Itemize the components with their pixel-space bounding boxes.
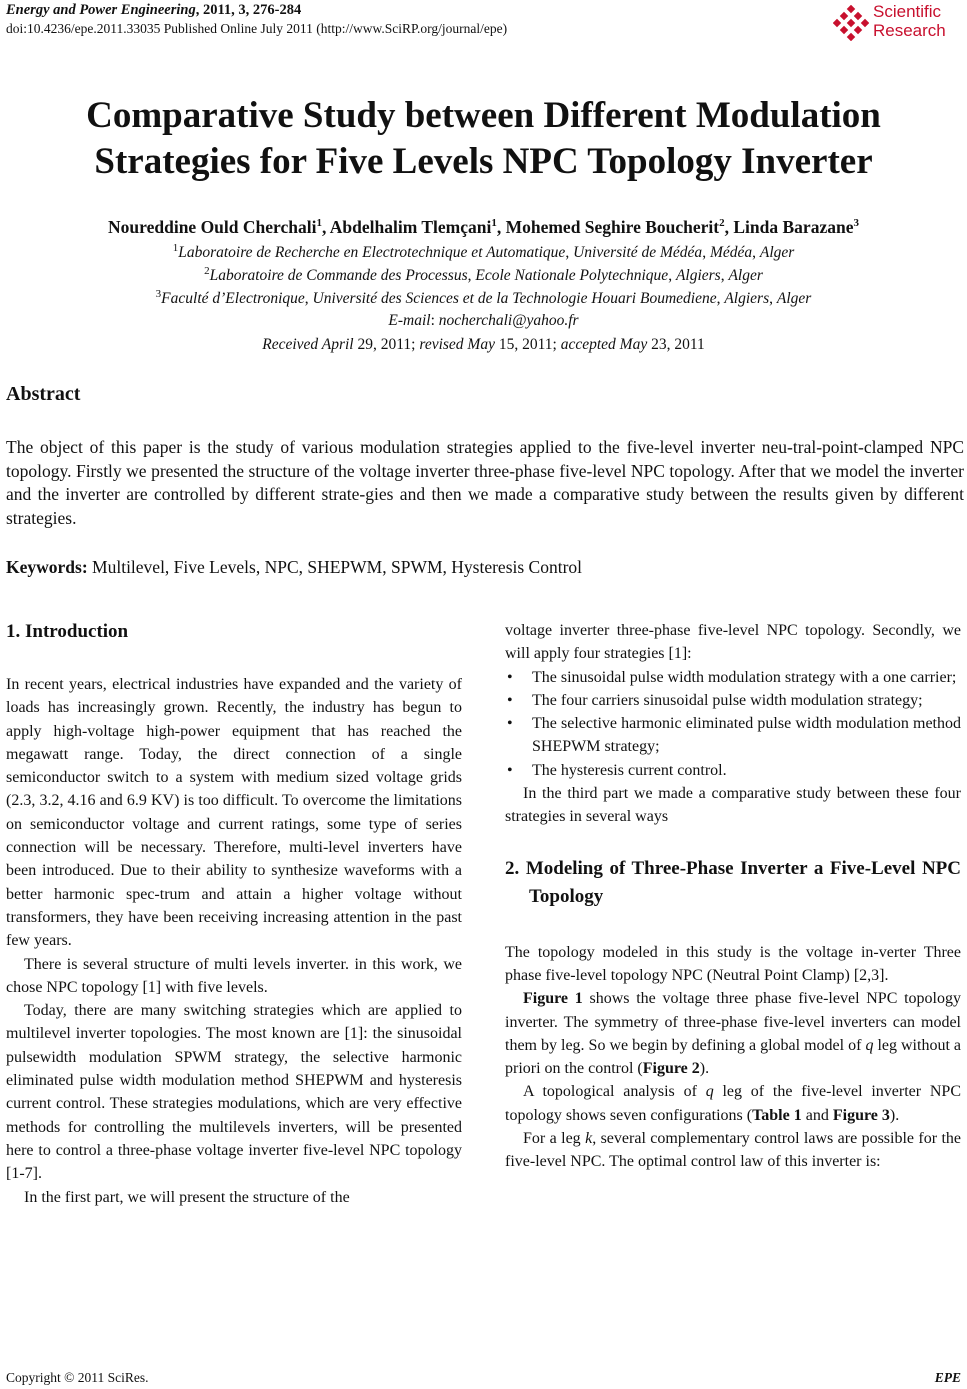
text-run: leg of the five-level inverter NPC topology shows seven configurations ( [505, 1083, 962, 1124]
publisher-logo [833, 3, 961, 43]
paper-title [0, 93, 967, 185]
text-run: and [801, 1106, 833, 1124]
intro-paragraph-2: There is several structure of multi levels inverter. in this work, we chose NPC topology [1] with five levels. [6, 955, 462, 996]
journal-name: Energy and Power Engineering [6, 2, 196, 18]
list-item: • The hysteresis current control. [505, 759, 961, 782]
list-item: • The sinusoidal pulse width modulation strategy with a one carrier; [505, 666, 961, 689]
author-name: Linda Barazane [733, 217, 854, 237]
affil-city: Algiers [675, 267, 721, 285]
text-run: leg without a priori on the control ( [505, 1036, 961, 1078]
affil-city: Médéa [709, 244, 753, 262]
author-separator: , [321, 217, 330, 237]
affil-region: Alger [759, 244, 795, 262]
intro-paragraph-4: In the first part, we will present the structure of the [24, 1188, 350, 1206]
right-paragraph-3: The topology modeled in this study is the voltage in-verter Three phase five-level topology NPC (Neutral Point Clamp) [2,3]. [505, 943, 961, 984]
doi-line[interactable]: doi:10.4236/epe.2011.33035 Published Online July 2011 (http://www.SciRP.org/journal/epe) [6, 21, 508, 36]
abstract-heading: Abstract [6, 383, 81, 405]
affiliation-2: $^2$Laboratoire de Commande des Processus, Ecole Nationale Polytechnique, Algiers, Alger [204, 265, 763, 285]
keywords-label: Keywords: [6, 557, 88, 577]
received-date: 29, 2011; [353, 336, 420, 353]
keywords-line [6, 557, 582, 578]
affiliation-3: $^3$Faculté d’Electronique, Université des Sciences et de la Technologie Houari Boumediene, Algiers, Alger [155, 288, 812, 308]
math-var-k: k [585, 1130, 593, 1148]
affil-region: Alger [776, 290, 812, 308]
publisher-logo-icon [833, 5, 869, 41]
right-column [505, 619, 961, 1174]
title-line-2: Strategies for Five Levels NPC Topology Inverter [94, 141, 873, 182]
affil-lab: Faculté d’Electronique [161, 290, 305, 308]
journal-volume-pages: , 2011, 3, 276-284 [195, 2, 302, 18]
right-paragraph-5 [505, 1080, 961, 1127]
received-label: Received April [262, 336, 354, 353]
right-paragraph-4 [505, 987, 961, 1080]
affil-lab: Laboratoire de Recherche en Electrotechnique et Automatique [178, 244, 566, 262]
text-run: shows the voltage three phase five-level NPC topology inverter. The symmetry of three-phase five-level inverters can model them by leg. So we begin by defining a global model of [505, 990, 961, 1054]
abstract-text: The object of this paper is the study of various modulation strategies applied to the five-level inverter neu-tral-point-clamped NPC topology. Firstly we presented the structure of the voltage inverter three-phase five-level NPC topology. After that we model the inverter and the inverter are controlled by different strate-gies and then we made a comparative study between the results given by different strategies. [6, 437, 964, 528]
strategy-list [505, 666, 961, 782]
author-affil-mark: 1 [491, 217, 497, 230]
keywords-text: Multilevel, Five Levels, NPC, SHEPWM, SPWM, Hysteresis Control [87, 557, 583, 577]
text-run: For a leg [523, 1130, 586, 1148]
affil-mark: 3 [155, 288, 162, 300]
dates-line [0, 336, 967, 354]
affil-institution: Ecole Nationale Polytechnique [475, 267, 669, 285]
affil-institution: Université de Médéa [573, 244, 703, 262]
email-label: E-mail [388, 312, 431, 329]
title-line-1: Comparative Study between Different Modulation [86, 95, 881, 136]
author-separator: , [724, 217, 734, 237]
text-run: ). [699, 1060, 710, 1078]
affil-region: Alger [728, 267, 763, 285]
author-affil-mark: 2 [719, 217, 725, 230]
text-run: ). [889, 1106, 900, 1124]
author-affil-mark: 1 [316, 217, 322, 230]
footer-copyright: Copyright © 2011 SciRes. [6, 1370, 149, 1385]
right-paragraph-6 [505, 1127, 961, 1174]
text-run: A topological analysis of [523, 1083, 706, 1101]
revised-label: revised May [419, 336, 495, 353]
author-name: Noureddine Ould Cherchali [108, 217, 317, 237]
list-item: • The four carriers sinusoidal pulse width modulation strategy; [505, 689, 961, 712]
right-paragraph-2: In the third part we made a comparative study between these four strategies in several ways [505, 785, 961, 826]
affil-city: Algiers [724, 290, 770, 308]
accepted-date: 23, 2011 [647, 336, 705, 353]
author-name: Mohemed Seghire Boucherit [505, 217, 720, 237]
figure-3-ref[interactable]: Figure 3 [832, 1106, 890, 1124]
journal-citation [6, 2, 301, 19]
list-item: • The selective harmonic eliminated pulse width modulation method SHEPWM strategy; [505, 712, 961, 759]
figure-1-ref[interactable]: Figure 1 [523, 990, 583, 1008]
intro-paragraph-3: Today, there are many switching strategies which are applied to multilevel inverter topologies. The most known are [1]: the sinusoidal pulsewidth modulation SPWM strategy, the selective harmonic eliminated pulse width modulation method SHEPWM and hysteresis current control. These strategies modulations, which are very effective methods for controlling the multilevels inverters, will be presented here to control a three-phase voltage inverter five-level NPC topology [1-7]. [6, 1002, 462, 1183]
section-1-heading: 1. Introduction [6, 621, 129, 642]
email-line: E-mail: nocherchali@yahoo.fr [388, 312, 579, 329]
accepted-label: accepted May [560, 336, 648, 353]
affil-institution: Université des Sciences et de la Technologie Houari Boumediene [312, 290, 717, 308]
left-column [6, 618, 462, 1209]
table-1-ref[interactable]: Table 1 [752, 1106, 802, 1124]
figure-2-ref[interactable]: Figure 2 [642, 1060, 700, 1078]
footer-journal-abbr: EPE [934, 1370, 961, 1385]
author-separator: , [496, 217, 506, 237]
affil-mark: 1 [172, 242, 179, 254]
logo-word-research: Research [873, 21, 946, 40]
affil-lab: Laboratoire de Commande des Processus [209, 267, 468, 285]
intro-paragraph-1: In recent years, electrical industries have expanded and the variety of loads has increasingly grown. Recently, the industry has begun to apply high-voltage high-power equipment that has reached the megawatt range. Today, the direct connection of a single semiconductor switch to a system with medium sized voltage grids (2.3, 3.2, 4.16 and 6.9 KV) is too difficult. To overcome the limitations on semiconductor voltage and current ratings, some type of series connection will be necessary. Therefore, multi-level inverters have been introduced. Due to their ability to synthesize waveforms with a better harmonic spec-trum and attain a higher voltage without transformers, they have been receiving increasing attention in the past few years. [6, 676, 462, 950]
math-var-q: q [865, 1036, 874, 1054]
author-list [0, 217, 967, 238]
text-run: , several complementary control laws are possible for the five-level NPC. The optimal control law of this inverter is: [505, 1130, 962, 1171]
affil-mark: 2 [204, 265, 210, 277]
author-name: Abdelhalim Tlemçani [329, 217, 492, 237]
email-address[interactable]: nocherchali@yahoo.fr [438, 312, 579, 329]
right-paragraph-1: voltage inverter three-phase five-level NPC topology. Secondly, we will apply four strategies [1]: [505, 622, 961, 663]
math-var-q: q [705, 1083, 714, 1101]
author-affil-mark: 3 [853, 217, 859, 230]
revised-date: 15, 2011; [494, 336, 561, 353]
logo-word-scientific: Scientific [873, 2, 942, 21]
affiliation-1: $^1$Laboratoire de Recherche en Electrotechnique et Automatique, Université de Médéa, Médéa, Alger [172, 242, 795, 262]
section-2-heading: 2. Modeling of Three-Phase Inverter a Five-Level NPC Topology [505, 857, 961, 907]
